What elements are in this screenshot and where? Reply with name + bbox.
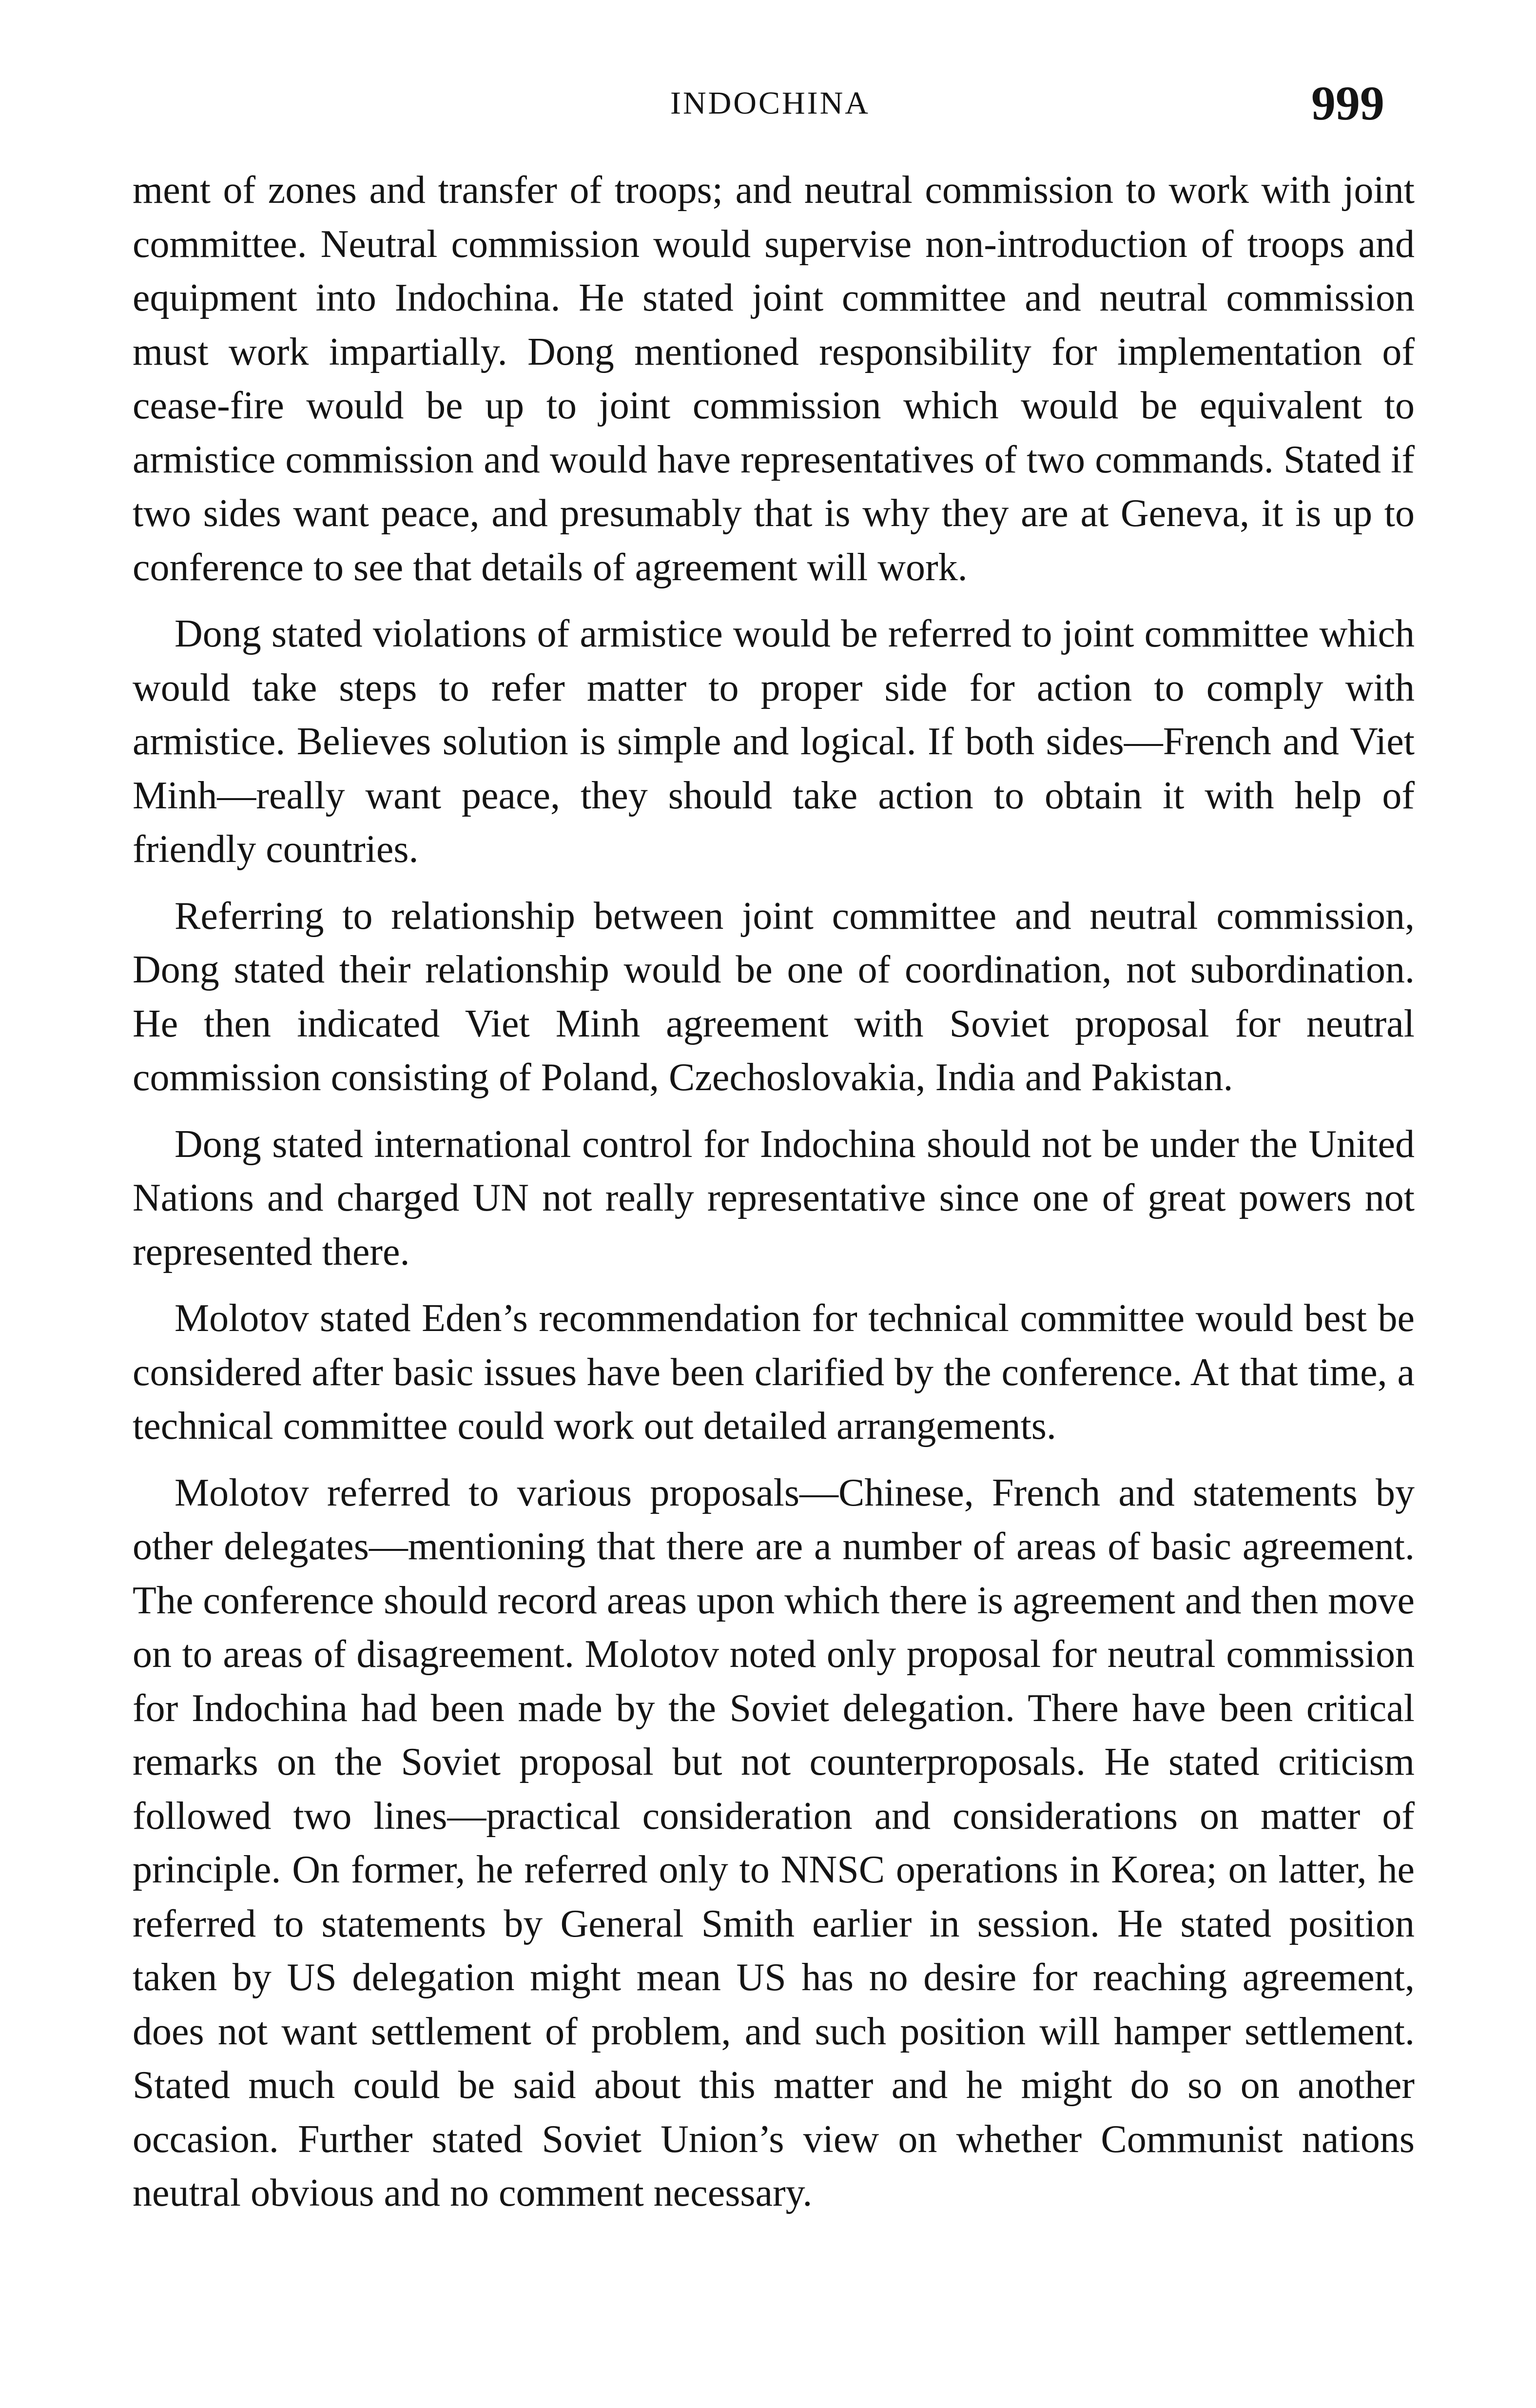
paragraph-dong-relationship: Referring to relationship between joint committee and neutral commission, Dong stated their relationship would be one of coordination, not subordination. He then indicated Viet Minh agreement with Soviet proposal for neutral commission consisting of Poland, Czechoslovakia, India and Pakistan.	[133, 894, 1415, 1099]
paragraph-dong-international-control: Dong stated international control for Indochina should not be under the United Nations and charged UN not really representative since one of great powers not represented there.	[133, 1122, 1415, 1273]
paragraph-molotov-proposals: Molotov referred to various proposals—Chinese, French and statements by other delegates—mentioning that there are a number of areas of basic agreement. The conference should record areas upon which there is agreement and then move on to areas of disagreement. Molotov noted only proposal for neutral commission for Indochina had been made by the Soviet delegation. There have been critical remarks on the Soviet proposal but not counterproposals. He stated criticism followed two lines—practical consideration and considerations on matter of principle. On former, he referred only to NNSC operations in Korea; on latter, he referred to statements by General Smith earlier in session. He stated position taken by US delegation might mean US has no desire for reaching agreement, does not want settlement of problem, and such position will hamper settlement. Stated much could be said about this matter and he might do so on another occasion. Further stated Soviet Union’s view on whether Communist nations neutral obvious and no comment necessary.	[133, 1471, 1415, 2214]
paragraph-molotov-technical-committee: Molotov stated Eden’s recommendation for technical committee would best be considered after basic issues have been clarified by the conference. At that time, a technical committee could work out detailed arrangements.	[133, 1297, 1415, 1448]
running-title: INDOCHINA	[670, 85, 870, 121]
body-text	[133, 163, 1415, 2233]
page-number: 999	[1311, 76, 1384, 130]
paragraph-dong-violations: Dong stated violations of armistice would be referred to joint committee which would take steps to refer matter to proper side for action to comply with armistice. Believes solution is simple and logical. If both sides—French and Viet Minh—really want peace, they should take action to obtain it with help of friendly countries.	[133, 612, 1415, 871]
running-head	[517, 78, 1384, 137]
paragraph-continued: ment of zones and transfer of troops; and neutral commission to work with joint committee. Neutral commission would supervise non-introduction of troops and equipment into Indochina. He stated joint committee and neutral commission must work impartially. Dong mentioned responsibility for implementation of cease-fire would be up to joint commission which would be equivalent to armistice commission and would have representatives of two commands. Stated if two sides want peace, and presumably that is why they are at Geneva, it is up to conference to see that details of agreement will work.	[133, 169, 1415, 589]
